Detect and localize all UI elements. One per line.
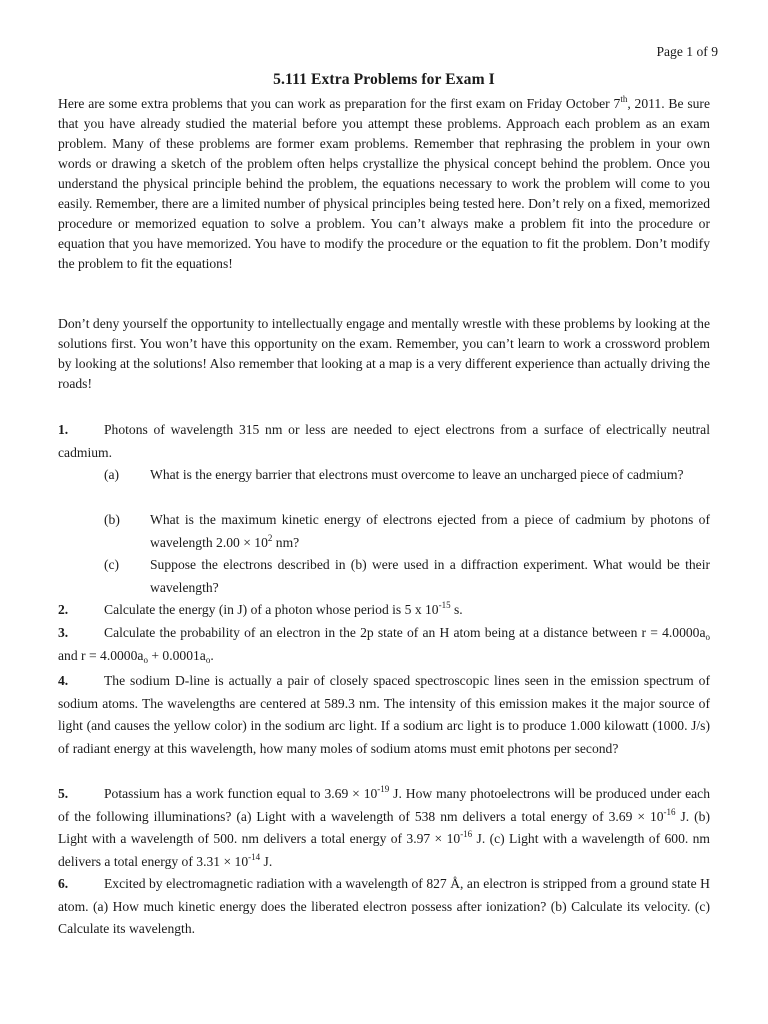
problem-text: + 0.0001a	[147, 647, 206, 663]
problem-1	[58, 419, 710, 464]
sub-text: Suppose the electrons described in (b) were used in a diffraction experiment. What would be their wavelength?	[150, 557, 710, 595]
problem-number: 2.	[58, 602, 69, 617]
exponent: -16	[460, 829, 473, 839]
problem-text: J. (c) Light with a wavelength of 600. nm delivers a total energy of 3.31 × 10	[58, 831, 711, 869]
problem-5	[58, 783, 710, 873]
problem-text: Potassium has a work function equal to 3.69 × 10	[104, 786, 378, 801]
sub-text-part: What is the maximum kinetic energy of electrons ejected from a piece of cadmium by photons of wavelength 2.00 × 10	[150, 512, 710, 550]
intro-text-b: , 2011. Be sure that you have already studied the material before you attempt these problems. Approach each problem as an exam problem. Many of these problems are former exam problems. Remember that rephrasing the problem in your own words or drawing a sketch of the problem often helps crystallize the physical concept behind the problem. Once you understand the physical principle behind the problem, the equations necessary to work the problem will come to you easily. Remember, there are a limited number of physical principles being tested here. Don’t rely on a fixed, memorized procedure or memorized equation to solve a problem. You can’t always make a problem fit into the procedure or equation that you have memorized. You have to modify the procedure or the equation to fit the problem. Don’t modify the problem to fit the equations!	[58, 96, 710, 271]
problem-4	[58, 670, 710, 760]
subscript: o	[205, 654, 211, 665]
problem-1b	[104, 509, 710, 554]
problem-text: J. How many photoelectrons will be produced under each of the following illuminations? (a) Light with a wavelength of 538 nm delivers a total energy of 3.69 × 10	[58, 786, 710, 824]
page-title: 5.111 Extra Problems for Exam I	[273, 71, 495, 88]
sub-text	[150, 509, 710, 554]
problem-text: J. (b) Light with a wavelength of 500. nm delivers a total energy of 3.97 × 10	[58, 808, 710, 846]
sub-text: What is the energy barrier that electrons must overcome to leave an uncharged piece of cadmium?	[150, 467, 684, 482]
sub-text-part: nm?	[272, 534, 300, 550]
problem-text: J.	[260, 853, 273, 869]
problem-number: 1.	[58, 422, 69, 437]
subscript: o	[143, 654, 148, 665]
problem-text: Excited by electromagnetic radiation with a wavelength of 827 Å, an electron is stripped from a ground state H atom. (a) How much kinetic energy does the liberated electron possess after ionization? (b) Calculate its velocity. (c) Calculate its wavelength.	[58, 876, 710, 936]
problem-text: The sodium D-line is actually a pair of closely spaced spectroscopic lines seen in the emission spectrum of sodium atoms. The wavelengths are centered at 589.3 nm. The intensity of this emission makes it the major source of light (and causes the yellow color) in the sodium arc light. If a sodium arc light is to produce 1.000 kilowatt (1000. J/s) of radiant energy at this wavelength, how many moles of sodium atoms must emit photons per second?	[58, 673, 710, 756]
problem-text: and r = 4.0000a	[58, 647, 144, 663]
problem-number: 3.	[58, 625, 69, 640]
problem-text: .	[210, 647, 214, 663]
problem-1c	[104, 554, 710, 599]
exponent: -14	[248, 851, 261, 862]
problem-1a	[104, 464, 710, 487]
problem-text: Calculate the probability of an electron in the 2p state of an H atom being at a distance between r = 4.0000a	[104, 625, 706, 640]
problem-text: s.	[450, 602, 463, 617]
problem-6	[58, 873, 710, 941]
sub-label: (b)	[104, 512, 120, 527]
exponent: -16	[663, 806, 676, 817]
exponent: 2	[267, 532, 273, 543]
problem-text: Photons of wavelength 315 nm or less are needed to eject electrons from a surface of electrically neutral cadmium.	[58, 422, 710, 460]
sub-label: (c)	[104, 557, 120, 572]
intro-text-a: Here are some extra problems that you can work as preparation for the first exam on Friday October 7	[58, 96, 621, 111]
intro-paragraph-1	[58, 94, 710, 274]
page-number: Page 1 of 9	[656, 44, 718, 59]
ordinal-suffix: th	[620, 94, 628, 104]
problem-3	[58, 622, 710, 667]
problem-number: 6.	[58, 876, 69, 891]
intro-paragraph-2: Don’t deny yourself the opportunity to intellectually engage and mentally wrestle with these problems by looking at the solutions first. You won’t have this opportunity on the exam. Remember, you can’t learn to work a crossword problem by looking at the solutions! Also remember that looking at a map is a very different experience than actually driving the roads!	[58, 316, 710, 391]
problem-number: 5.	[58, 786, 69, 801]
problem-number: 4.	[58, 673, 69, 688]
sub-label: (a)	[104, 467, 120, 482]
subscript: o	[705, 632, 710, 642]
exponent: -15	[438, 600, 451, 610]
problem-2	[58, 599, 710, 622]
problem-text: Calculate the energy (in J) of a photon whose period is 5 x 10	[104, 602, 439, 617]
exponent: -19	[377, 784, 390, 794]
